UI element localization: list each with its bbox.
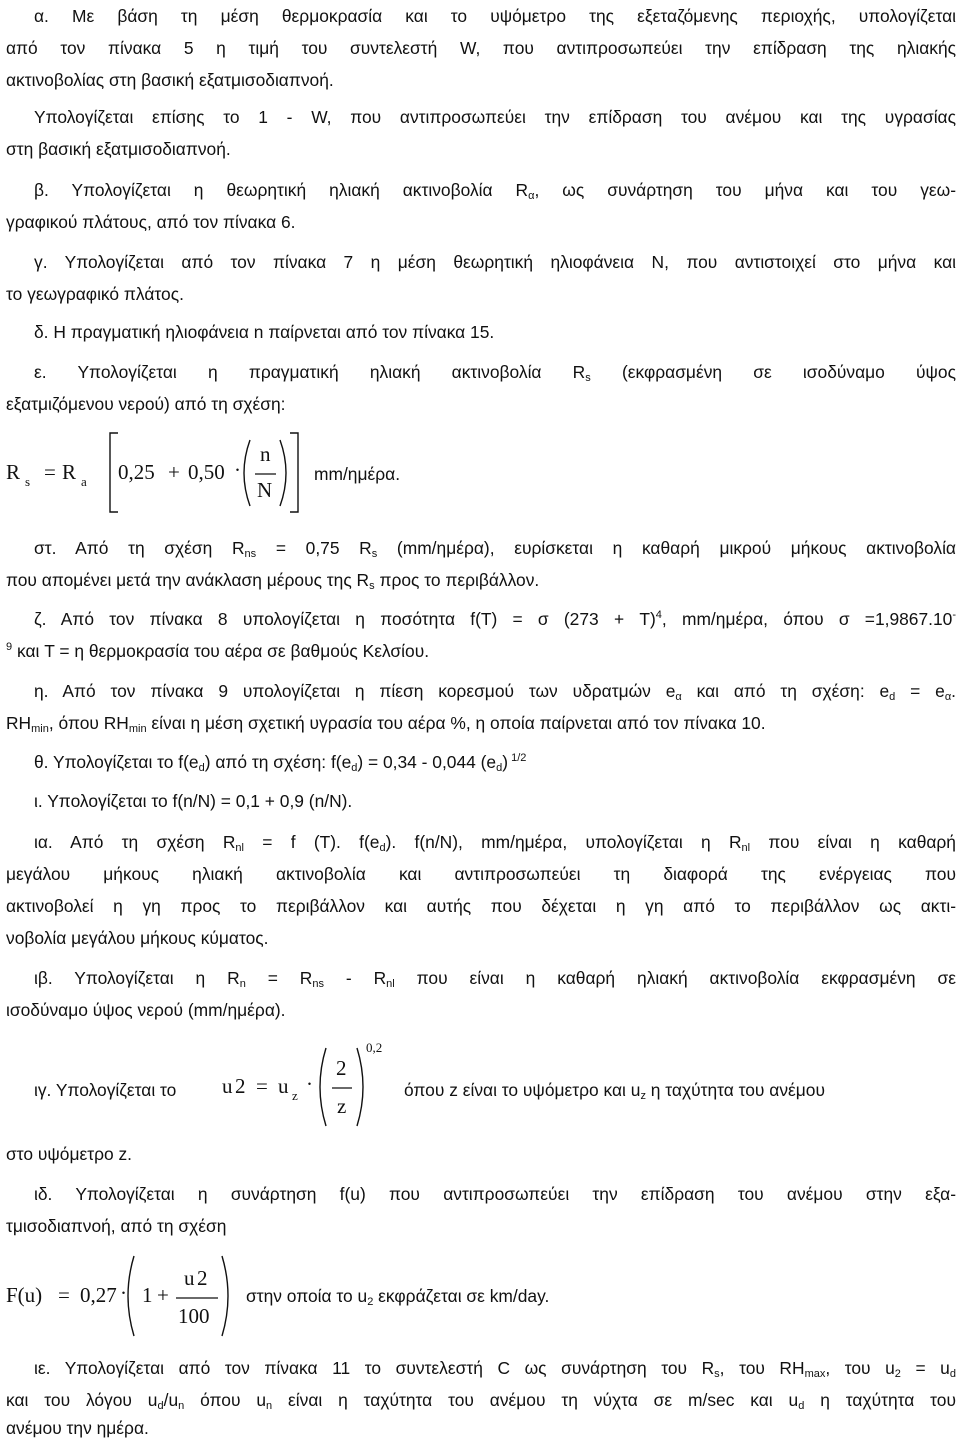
paragraph-ie-line-1: ιε. Υπολογίζεται από τον πίνακα 11 το συντελεστή C ως συνάρτηση του $R_s$, του $RH_{max}$, του $u_2 = u_d$ <box>34 1358 956 1380</box>
paragraph-ig-suffix: όπου z είναι το υψόμετρο και $u_z$ η ταχύτητα του ανέμου <box>404 1080 825 1102</box>
formula-fu-eq: = <box>58 1283 70 1307</box>
formula-fu-numerator: u <box>184 1266 195 1290</box>
paragraph-ia-line-1: ια. Από τη σχέση $R_{nl} = f$ (T). $f(e_d)$. f(n/N), mm/ημέρα, υπολογίζεται η $R_{nl}$ που είναι η καθαρή <box>34 832 956 854</box>
formula-rs-ra-sub: a <box>81 474 87 489</box>
formula-u2-eq: = <box>256 1074 268 1098</box>
formula-u2-denominator: z <box>337 1094 347 1118</box>
paragraph-h-line-2: $RH_{min}$, όπου $RH_{min}$ είναι η μέση σχετική υγρασία του αέρα %, η οποία παίρνεται από τον πίνακα 10. <box>6 713 766 735</box>
paragraph-ia-line-4: νοβολία μεγάλου μήκους κύματος. <box>6 928 269 948</box>
paragraph-z-line-1: ζ. Από τον πίνακα 8 υπολογίζεται η ποσότητα f(T) = σ $(273 + T)^4$, mm/ημέρα, όπου σ =1,9867.10- <box>34 609 956 629</box>
formula-u2-lhs-sub: 2 <box>235 1074 246 1098</box>
formula-u2-uz: u <box>278 1074 289 1098</box>
formula-u2-exponent: 0,2 <box>366 1040 383 1055</box>
paragraph-ia-line-2: μεγάλου μήκους ηλιακή ακτινοβολία και αντιπροσωπεύει τη διαφορά της ενέργειας που <box>6 864 956 884</box>
paragraph-a-line-5: στη βασική εξατμισοδιαπνοή. <box>6 139 231 159</box>
paragraph-ib-line-1: ιβ. Υπολογίζεται η $R_n = R_{ns} - R_{nl}$ που είναι η καθαρή ηλιακή ακτινοβολία εκφρασμένη σε <box>34 968 956 990</box>
paragraph-a-line-1: α. Με βάση τη μέση θερμοκρασία και το υψόμετρο της εξεταζόμενης περιοχής, υπολογίζεται <box>34 6 956 26</box>
paragraph-st-line-2: που απομένει μετά την ανάκλαση μέρους της $R_s$ προς το περιβάλλον. <box>6 570 540 592</box>
paragraph-i-line-1: ι. Υπολογίζεται το f(n/N) = 0,1 + 0,9 (n/N). <box>34 791 353 811</box>
paragraph-th-line-1: θ. Υπολογίζεται το $f(e_d)$ από τη σχέση: $f(e_d) = 0,34 - 0,044$ $(e_d)$ $^{1/2}$ <box>34 752 527 774</box>
paragraph-id-line-1: ιδ. Υπολογίζεται η συνάρτηση f(u) που αντιπροσωπεύει την επίδραση του ανέμου στην εξα- <box>34 1184 956 1204</box>
formula-rs-numerator: n <box>260 442 271 466</box>
paragraph-g-line-2: το γεωγραφικό πλάτος. <box>6 284 184 304</box>
formula-fu-dot: · <box>120 1281 127 1305</box>
paragraph-b-line-2: γραφικού πλάτους, από τον πίνακα 6. <box>6 212 296 232</box>
formula-rs-eq: = <box>44 460 56 484</box>
formula-u2-uz-sub: z <box>292 1088 298 1103</box>
paragraph-d-line-1: δ. Η πραγματική ηλιοφάνεια n παίρνεται από τον πίνακα 15. <box>34 322 495 342</box>
paragraph-a-line-3: ακτινοβολίας στη βασική εξατμισοδιαπνοή. <box>6 70 334 90</box>
formula-fu-plus: + <box>157 1283 169 1307</box>
paragraph-id-line-2: τμισοδιαπνοή, από τη σχέση <box>6 1216 227 1236</box>
paragraph-h-line-1: η. Από τον πίνακα 9 υπολογίζεται η πίεση κορεσμού των υδρατμών $e_\alpha$ και από τη σχέση: $e_d = e_\alpha$. <box>34 681 957 703</box>
paragraph-ig-line-2: στο υψόμετρο z. <box>6 1144 133 1164</box>
formula-rs-dot: · <box>234 458 241 482</box>
paragraph-a-line-2: από τον πίνακα 5 η τιμή του συντελεστή W, που αντιπροσωπεύει την επίδραση της ηλιακής <box>6 38 956 58</box>
paragraph-a-line-4: Υπολογίζεται επίσης το 1 - W, που αντιπροσωπεύει την επίδραση του ανέμου και της υγρασίας <box>34 107 956 127</box>
formula-rs-lhs: R <box>6 460 21 484</box>
formula-fu-one: 1 <box>142 1283 153 1307</box>
formula-fu-const: 0,27 <box>80 1283 117 1307</box>
formula-rs-plus: + <box>168 460 180 484</box>
formula-u2-dot: · <box>306 1072 313 1096</box>
formula-rs-denominator: N <box>257 478 273 502</box>
paragraph-ie-line-2: και του λόγου $u_d/u_n$ όπου $u_n$ είναι η ταχύτητα του ανέμου τη νύχτα σε m/sec και $u_d$ η ταχύτητα του <box>6 1390 956 1412</box>
paragraph-ib-line-2: ισοδύναμο ύψος νερού (mm/ημέρα). <box>6 1000 286 1020</box>
formula-rs-const-2: 0,50 <box>188 460 225 484</box>
paragraph-st-line-1: στ. Από τη σχέση $R_{ns} = 0,75$ $R_s$ (mm/ημέρα), ευρίσκεται η καθαρή μικρού μήκους ακτινοβολία <box>34 538 956 560</box>
paragraph-ie-line-3: ανέμου την ημέρα. <box>6 1418 149 1438</box>
formula-rs-unit: mm/ημέρα. <box>314 464 401 484</box>
paragraph-id-suffix: στην οποία το $u_2$ εκφράζεται σε km/day. <box>246 1286 550 1308</box>
paragraph-b-line-1: β. Υπολογίζεται η θεωρητική ηλιακή ακτινοβολία $R_\alpha$, ως συνάρτηση του μήνα και του γεω- <box>34 180 957 202</box>
formula-rs-ra: R <box>62 460 77 484</box>
paragraph-ia-line-3: ακτινοβολεί η γη προς το περιβάλλον και αυτής που δέχεται η γη από το περιβάλλον ως ακτι- <box>6 896 956 916</box>
formula-fu-denominator: 100 <box>178 1304 210 1328</box>
formula-fu-numerator-sub: 2 <box>197 1266 208 1290</box>
formula-rs-const-1: 0,25 <box>118 460 155 484</box>
formula-u2-lhs: u <box>222 1074 233 1098</box>
formula-u2-numerator: 2 <box>336 1056 347 1080</box>
paragraph-z-line-2: $^9$ και T = η θερμοκρασία του αέρα σε βαθμούς Κελσίου. <box>6 641 430 661</box>
formula-fu-lhs: F(u) <box>6 1283 43 1307</box>
paragraph-e-line-1: ε. Υπολογίζεται η πραγματική ηλιακή ακτινοβολία $R_s$ (εκφρασμένη σε ισοδύναμο ύψος <box>34 362 956 384</box>
paragraph-g-line-1: γ. Υπολογίζεται από τον πίνακα 7 η μέση θεωρητική ηλιοφάνεια N, που αντιστοιχεί στο μήνα και <box>34 252 956 272</box>
paragraph-e-line-2: εξατμιζόμενου νερού) από τη σχέση: <box>6 394 286 414</box>
paragraph-ig-prefix: ιγ. Υπολογίζεται το <box>34 1080 177 1100</box>
formula-rs-lhs-sub: s <box>25 474 31 489</box>
